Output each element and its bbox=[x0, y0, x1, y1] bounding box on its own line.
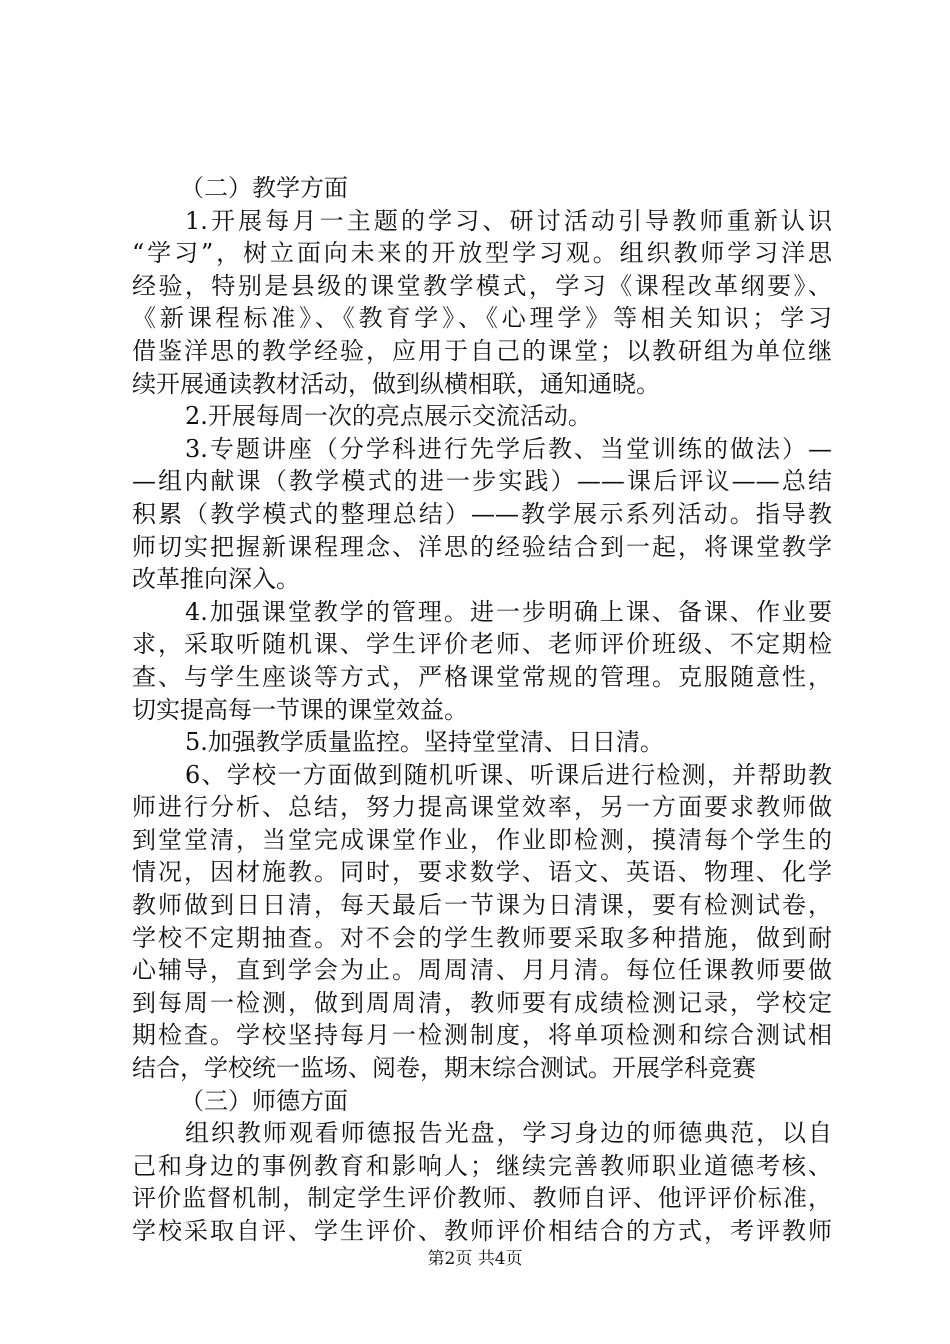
text-line: 教师做到日日清，每天最后一节课为日清课，要有检测试卷， bbox=[132, 891, 832, 920]
text-line: 5.加强教学质量监控。坚持堂堂清、日日清。 bbox=[185, 728, 664, 757]
text-line: 1.开展每月一主题的学习、研讨活动引导教师重新认识 bbox=[185, 206, 832, 235]
text-line: 心辅导，直到学会为止。周周清、月月清。每位任课教师要做 bbox=[132, 956, 832, 985]
text-line: 己和身边的事例教育和影响人；继续完善教师职业道德考核、 bbox=[132, 1151, 832, 1180]
text-line: 查、与学生座谈等方式，严格课堂常规的管理。克服随意性， bbox=[132, 662, 832, 691]
text-line: 结合，学校统一监场、阅卷，期末综合测试。开展学科竞赛 bbox=[132, 1054, 756, 1083]
text-line: （三）师德方面 bbox=[180, 1086, 348, 1115]
text-line: 2.开展每周一次的亮点展示交流活动。 bbox=[185, 402, 592, 431]
text-line: （二）教学方面 bbox=[180, 174, 348, 202]
text-line: 经验，特别是县级的课堂教学模式，学习《课程改革纲要》、 bbox=[132, 271, 832, 300]
text-line: 4.加强课堂教学的管理。进一步明确上课、备课、作业要 bbox=[185, 597, 832, 626]
text-line: 3.专题讲座（分学科进行先学后教、当堂训练的做法）— bbox=[185, 434, 832, 463]
page-footer: 第2页 共4页 bbox=[427, 1249, 523, 1269]
text-line: 《新课程标准》、《教育学》、《心理学》等相关知识；学习 bbox=[132, 304, 832, 333]
text-line: 情况，因材施教。同时，要求数学、语文、英语、物理、化学 bbox=[132, 858, 832, 887]
text-line: 续开展通读教材活动，做到纵横相联，通知通晓。 bbox=[132, 369, 660, 398]
text-line: 到堂堂清，当堂完成课堂作业，作业即检测，摸清每个学生的 bbox=[132, 825, 832, 854]
text-line: 学校采取自评、学生评价、教师评价相结合的方式，考评教师 bbox=[132, 1217, 832, 1245]
text-line: 借鉴洋思的教学经验，应用于自己的课堂；以教研组为单位继 bbox=[132, 336, 832, 365]
text-line: 积累（教学模式的整理总结）——教学展示系列活动。指导教 bbox=[132, 499, 832, 528]
text-line: —组内献课（教学模式的进一步实践）——课后评议——总结 bbox=[132, 467, 832, 496]
text-line: 学校不定期抽查。对不会的学生教师要采取多种措施，做到耐 bbox=[132, 923, 832, 952]
text-line: 到每周一检测，做到周周清，教师要有成绩检测记录，学校定 bbox=[132, 988, 832, 1017]
text-line: 评价监督机制，制定学生评价教师、教师自评、他评评价标准， bbox=[132, 1184, 832, 1213]
text-line: “学习”，树立面向未来的开放型学习观。组织教师学习洋思 bbox=[132, 239, 832, 268]
text-line: 组织教师观看师德报告光盘，学习身边的师德典范，以自 bbox=[185, 1119, 832, 1148]
text-line: 期检查。学校坚持每月一检测制度，将单项检测和综合测试相 bbox=[132, 1021, 832, 1050]
text-line: 求，采取听随机课、学生评价老师、老师评价班级、不定期检 bbox=[132, 630, 832, 659]
text-line: 师进行分析、总结，努力提高课堂效率，另一方面要求教师做 bbox=[132, 793, 832, 822]
text-line: 6、学校一方面做到随机听课、听课后进行检测，并帮助教 bbox=[185, 760, 832, 789]
text-line: 切实提高每一节课的课堂效益。 bbox=[132, 695, 468, 724]
text-line: 师切实把握新课程理念、洋思的经验结合到一起，将课堂教学 bbox=[132, 532, 832, 561]
document-body bbox=[132, 172, 832, 1248]
text-line: 改革推向深入。 bbox=[132, 565, 300, 594]
